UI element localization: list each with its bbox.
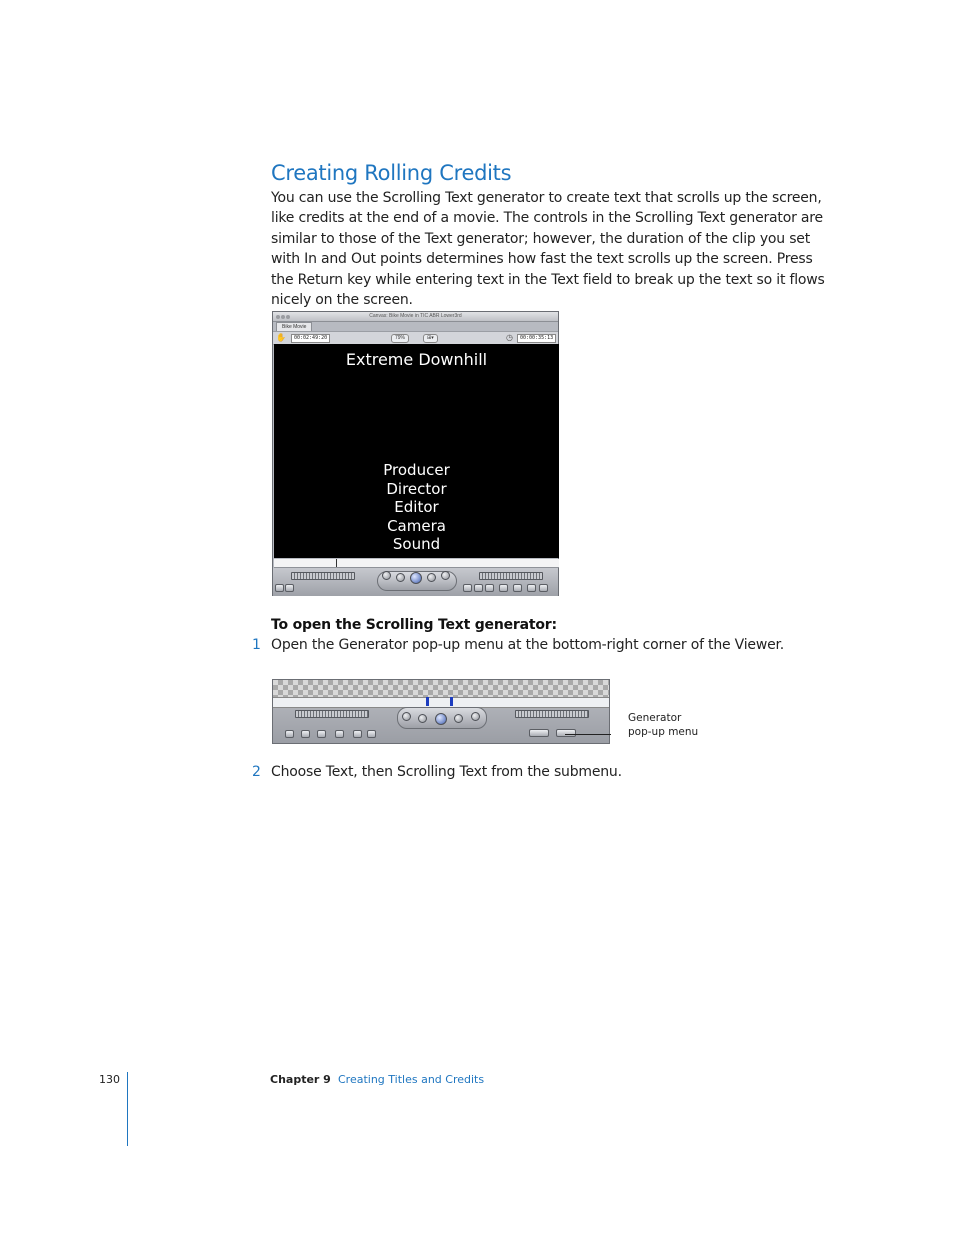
intro-paragraph: You can use the Scrolling Text generator to create text that scrolls up the screen, like credits at the end of a movie. The controls in the Scrolling Text generator are similar to those of the Text generator; however, the duration of the clip you set with In and Out points determines how fast the text scrolls up the screen. Press the Return key while entering text in the Text field to break up the text so it flows nicely on the screen. (271, 190, 825, 309)
next-edit-icon (441, 571, 450, 580)
footer-chapter: Chapter 9 (270, 1073, 331, 1086)
viewer-screenshot (272, 679, 610, 744)
canvas-titlebar (273, 312, 558, 322)
play-in-out-icon (396, 573, 405, 582)
credit-line: Director (386, 479, 447, 498)
viewer-mark-in-icon (301, 730, 310, 738)
viewer-shuttle-control (295, 710, 369, 718)
marker-icon (499, 584, 508, 592)
current-timecode-field: 00:02:49:20 (291, 334, 330, 343)
credit-line: Editor (394, 498, 439, 517)
next-keyframe-icon (527, 584, 536, 592)
keyframe-icon (513, 584, 522, 592)
credit-title: Extreme Downhill (345, 350, 488, 369)
credit-list (274, 461, 559, 554)
transport-controls (273, 568, 558, 596)
view-popup: ⊞▾ (423, 334, 438, 343)
mark-out-icon (485, 584, 494, 592)
prev-edit-icon (382, 571, 391, 580)
shuttle-control (291, 572, 355, 580)
play-around-icon (427, 573, 436, 582)
viewer-overwrite-icon (285, 730, 294, 738)
checkerboard-background (273, 680, 609, 697)
credit-line: Sound (392, 535, 441, 554)
credit-line: Camera (387, 516, 446, 535)
callout-leader-line (565, 734, 611, 735)
canvas-window-title: Canvas: Bike Movie in TIC ABR Lower3rd (369, 313, 462, 319)
viewer-next-keyframe-icon (367, 730, 376, 738)
step-2-text: Choose Text, then Scrolling Text from the submenu. (271, 764, 622, 780)
generator-callout-label (628, 711, 698, 739)
canvas-window-screenshot (272, 311, 559, 596)
viewer-play-around-icon (454, 714, 463, 723)
overwrite-icon (275, 584, 284, 592)
duration-timecode-field: 00:00:35:13 (517, 334, 556, 343)
canvas-video-frame (274, 344, 559, 558)
match-frame-icon (463, 584, 472, 592)
viewer-next-edit-icon (471, 712, 480, 721)
page-number: 130 (99, 1073, 120, 1086)
viewer-play-in-out-icon (418, 714, 427, 723)
prev-keyframe-icon (539, 584, 548, 592)
viewer-prev-edit-icon (402, 712, 411, 721)
scrubber-bar (274, 559, 559, 568)
insert-icon (285, 584, 294, 592)
canvas-tab: Bike Movie (276, 322, 312, 331)
footer-rule (127, 1072, 128, 1146)
callout-line-2: pop-up menu (628, 726, 699, 738)
callout-line-1: Generator (628, 712, 682, 724)
canvas-toolbar (273, 331, 558, 345)
in-point-marker (426, 697, 429, 706)
viewer-marker-icon (335, 730, 344, 738)
play-icon (410, 572, 422, 584)
section-heading: Creating Rolling Credits (271, 161, 512, 185)
generator-popup-button (556, 729, 576, 737)
out-point-marker (450, 697, 453, 706)
viewer-play-icon (435, 713, 447, 725)
step-1-text: Open the Generator pop-up menu at the bottom-right corner of the Viewer. (271, 637, 785, 653)
step-1-number: 1 (252, 637, 261, 653)
mark-in-icon (474, 584, 483, 592)
jog-control (479, 572, 543, 580)
viewer-jog-control (515, 710, 589, 718)
step-2-number: 2 (252, 764, 261, 780)
playhead (336, 559, 337, 567)
credit-line: Producer (383, 461, 450, 479)
zoom-popup: 79% (391, 334, 409, 343)
viewer-keyframe-icon (353, 730, 362, 738)
footer-chapter-title: Creating Titles and Credits (338, 1073, 485, 1086)
recent-clips-popup (529, 729, 549, 737)
viewer-mark-out-icon (317, 730, 326, 738)
hand-icon: ✋ (276, 333, 286, 342)
procedure-subheading: To open the Scrolling Text generator: (271, 617, 557, 633)
clock-icon: ◷ (506, 333, 513, 342)
